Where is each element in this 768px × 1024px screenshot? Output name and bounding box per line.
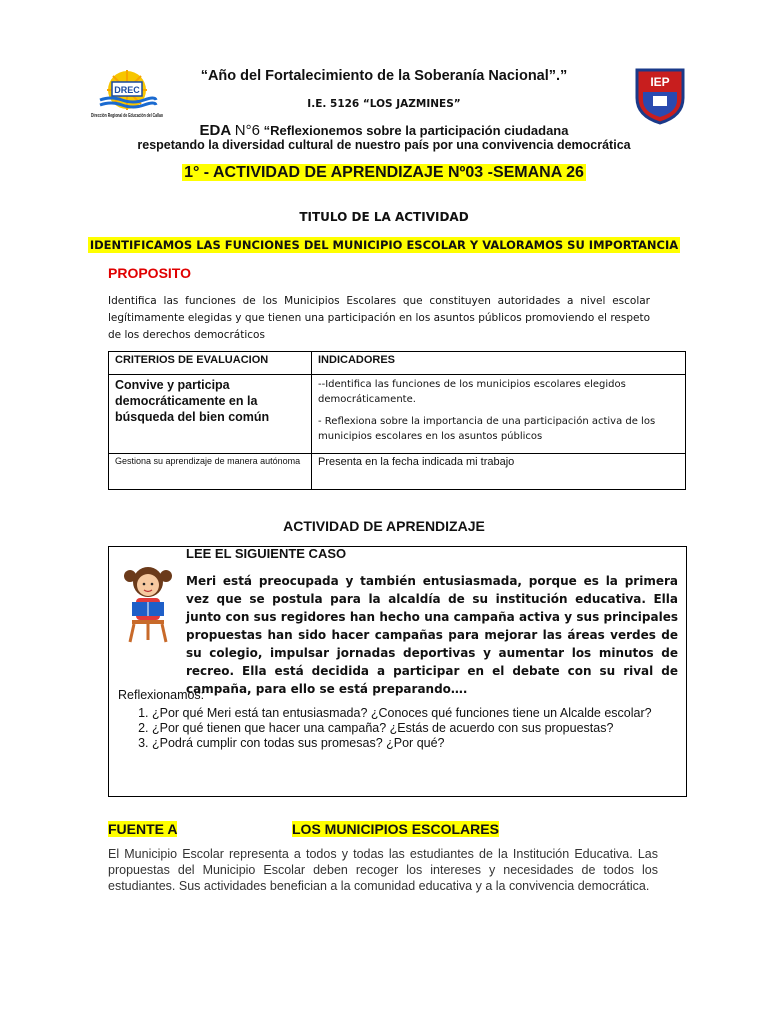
eda-label: EDA [199, 122, 232, 139]
fuente-label [108, 821, 177, 837]
case-story [116, 572, 678, 698]
indicador-1: --Identifica las funciones de los municipios escolares elegidos democráticamente. [318, 379, 626, 405]
eda-line-2: respetando la diversidad cultural de nuestro país por una convivencia democrática [137, 138, 631, 152]
question-item: 1. ¿Por qué Meri está tan entusiasmada? ¿Conoces qué funciones tiene un Alcalde escolar? [152, 706, 672, 721]
activity-title-text: 1° - ACTIVIDAD DE APRENDIZAJE Nº03 -SEMANA 26 [184, 164, 584, 181]
eda-quote: “Reflexionemos sobre la participación ciudadana [263, 123, 569, 138]
case-story-text: Meri está preocupada y también entusiasmada, porque es la primera vez que se postula para la alcaldía de su institución educativa. Ella junto con sus regidores han hecho una campaña activa y sus principales propuestas han sido hacer campañas para mejorar las áreas verdes de su colegio, impulsar jornadas deportivas y aumentar los minutos de recreo. Ella está decidida a participar en el debate con su rival de campaña, para ello se está preparando…. [186, 574, 678, 696]
reflexionamos-label: Reflexionamos: [118, 688, 205, 702]
criteria-table [108, 351, 686, 490]
drec-logo-text: DREC [114, 85, 140, 95]
question-item: 2. ¿Por qué tienen que hacer una campaña? ¿Estás de acuerdo con sus propuestas? [152, 721, 672, 736]
eda-number: N°6 [234, 122, 260, 139]
criterio-gestiona: Gestiona su aprendizaje de manera autónoma [109, 454, 312, 490]
fuente-title-text: LOS MUNICIPIOS ESCOLARES [292, 821, 499, 837]
fuente-text: El Municipio Escolar representa a todos y todas las estudiantes de la Institución Educativa. Las propuestas del Municipio Escolar deben recoger los intereses y necesidades de todos los estudiantes. Sus actividades benefician a la comunidad educativa y a la convivencia democrática. [108, 847, 658, 893]
indicadores-header: INDICADORES [312, 352, 686, 375]
drec-caption: Dirección Regional de Educación del Callao [91, 113, 164, 119]
question-item: 3. ¿Podrá cumplir con todas sus promesas? ¿Por qué? [152, 736, 672, 751]
questions-list [118, 706, 672, 751]
criterio-convive: Convive y participa democráticamente en la búsqueda del bien común [109, 375, 312, 454]
criterios-header: CRITERIOS DE EVALUACION [109, 352, 312, 375]
lee-heading: LEE EL SIGUIENTE CASO [186, 546, 347, 561]
fuente-title [292, 821, 499, 837]
iep-logo-text: IEP [650, 75, 670, 89]
activity-topic [0, 238, 768, 252]
actividad-heading: ACTIVIDAD DE APRENDIZAJE [283, 518, 485, 534]
school-name: I.E. 5126 “LOS JAZMINES” [307, 98, 461, 110]
proposito-heading: PROPOSITO [108, 265, 191, 281]
fuente-label-text: FUENTE A [108, 821, 178, 837]
activity-topic-text: IDENTIFICAMOS LAS FUNCIONES DEL MUNICIPIO ESCOLAR Y VALORAMOS SU IMPORTANCIA [89, 238, 679, 252]
proposito-text: Identifica las funciones de los Municipios Escolares que constituyen autoridades a nivel escolar legítimamente elegidas y que tienen una participación en los asuntos públicos promoviendo el respeto de los derechos democráticos [108, 295, 650, 341]
activity-title [0, 164, 768, 182]
eda-line-1 [0, 122, 768, 139]
indicador-2: - Reflexiona sobre la importancia de una participación activa de los municipios escolares en los asuntos públicos [318, 416, 656, 442]
titulo-label: TITULO DE LA ACTIVIDAD [299, 210, 469, 224]
indicadores-cell [312, 375, 686, 454]
indicador-fecha: Presenta en la fecha indicada mi trabajo [312, 454, 686, 490]
year-motto: “Año del Fortalecimiento de la Soberanía Nacional”.” [200, 68, 568, 84]
